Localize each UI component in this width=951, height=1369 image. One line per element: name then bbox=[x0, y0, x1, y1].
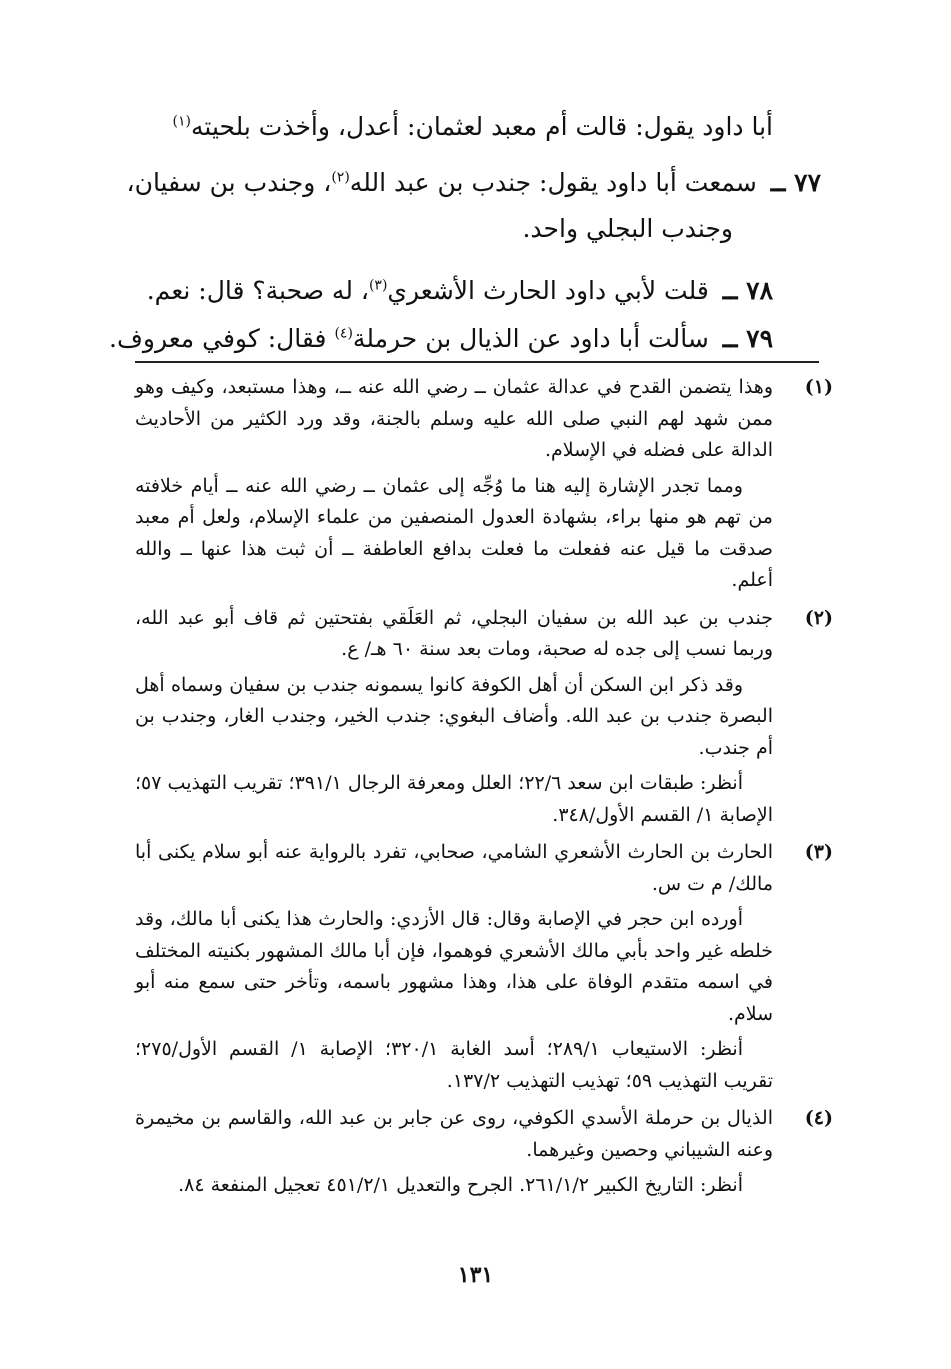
footnote-number: (٢) bbox=[804, 606, 833, 629]
footnote-paragraph: أنظر: الاستيعاب ٢٨٩/١؛ أسد الغابة ٣٢٠/١؛ الإصابة ١/ القسم الأول/٢٧٥؛ تقريب التهذيب ٥٩؛ تهذيب التهذيب ١٣٧/٢. bbox=[135, 1038, 773, 1092]
main-text bbox=[109, 104, 821, 362]
footnote-paragraph: أنظر: التاريخ الكبير ٢٦١/١/٢. الجرح والتعديل ٤٥١/٢/١ تعجيل المنفعة ٨٤. bbox=[178, 1174, 743, 1196]
footnote-divider bbox=[135, 361, 819, 363]
footnote-ref-3[interactable]: (٣) bbox=[368, 277, 388, 294]
footnote-number: (٤) bbox=[804, 1107, 833, 1129]
paragraph-78-text-a: قلت لأبي داود الحارث الأشعري bbox=[387, 276, 709, 305]
paragraph-77-text-b: ، وجندب بن سفيان، bbox=[126, 168, 332, 197]
paragraph-number-77: ٧٧ ــ bbox=[770, 168, 821, 197]
footnote-paragraph: أورده ابن حجر في الإصابة وقال: قال الأزدي: والحارث هذا يكنى أبا مالك، وقد خلطه غير واحد بأبي مالك الأشعري فوهموا، فإن أبا مالك المشهور بكنيته المختلف في اسمه متقدم الوفاة على هذا، وهذا مشهور باسمه، وتأخر حتى سمع منه أبو سلام. bbox=[135, 908, 773, 1025]
footnote-paragraph: جندب بن عبد الله بن سفيان البجلي، ثم العَلَقي بفتحتين ثم قاف أبو عبد الله، وربما نسب إلى جده له صحبة، ومات بعد سنة ٦٠ هـ/ ع. bbox=[135, 606, 773, 660]
paragraph-77-text-a: سمعت أبا داود يقول: جندب بن عبد الله bbox=[349, 168, 757, 197]
paragraph-number-78: ٧٨ ــ bbox=[722, 276, 773, 305]
paragraph-79 bbox=[109, 316, 821, 362]
paragraph-78 bbox=[121, 268, 821, 314]
footnote-ref-2[interactable]: (٢) bbox=[331, 169, 350, 186]
paragraph-77-line-1 bbox=[121, 160, 821, 206]
main-line-1 bbox=[121, 104, 821, 150]
main-line-1-text: أبا داود يقول: قالت أم معبد لعثمان: أعدل، وأخذت بلحيته bbox=[191, 112, 773, 141]
footnote-number: (١) bbox=[804, 376, 833, 398]
footnote-paragraph: وهذا يتضمن القدح في عدالة عثمان ــ رضي الله عنه ــ، وهذا مستبعد، وكيف وهو ممن شهد لهم النبي صلى الله عليه وسلم بالجنة، وقد ورد الكثير من الأحاديث الدالة على فضله في الإسلام. bbox=[135, 376, 773, 461]
paragraph-77-continuation: وجندب البجلي واحد. bbox=[522, 214, 733, 243]
footnote-1 bbox=[135, 372, 833, 597]
footnote-number: (٣) bbox=[804, 841, 833, 863]
footnote-3 bbox=[135, 837, 833, 1097]
paragraph-79-text-b: فقال: كوفي معروف. bbox=[109, 324, 335, 353]
footnote-paragraph: الذيال بن حرملة الأسدي الكوفي، روى عن جابر بن عبد الله، والقاسم بن مخيمرة وعنه الشيباني وحصين وغيرهما. bbox=[135, 1107, 773, 1161]
page-number: ١٣١ bbox=[457, 1262, 494, 1288]
footnote-paragraph: أنظر: طبقات ابن سعد ٢٢/٦؛ العلل ومعرفة الرجال ٣٩١/١؛ تقريب التهذيب ٥٧؛ الإصابة ١/ القسم الأول/٣٤٨. bbox=[135, 772, 773, 826]
footnote-ref-1[interactable]: (١) bbox=[172, 113, 191, 130]
paragraph-78-text-b: ، له صحبة؟ قال: نعم. bbox=[146, 276, 369, 305]
paragraph-77 bbox=[121, 160, 821, 252]
paragraph-number-79: ٧٩ ــ bbox=[722, 324, 773, 353]
footnotes bbox=[135, 372, 833, 1208]
footnote-paragraph: وقد ذكر ابن السكن أن أهل الكوفة كانوا يسمونه جندب بن سفيان وسماه أهل البصرة جندب بن عبد الله. وأضاف البغوي: جندب الخير، وجندب الغار، وجندب بن أم جندب. bbox=[135, 673, 773, 759]
footnote-4 bbox=[135, 1103, 833, 1202]
footnote-ref-4[interactable]: (٤) bbox=[334, 325, 353, 342]
paragraph-79-text-a: سألت أبا داود عن الذيال بن حرملة bbox=[352, 324, 709, 353]
footnote-paragraph: الحارث بن الحارث الأشعري الشامي، صحابي، تفرد بالرواية عنه أبو سلام يكنى أبا مالك/ م ت س. bbox=[135, 841, 773, 895]
footnote-paragraph: ومما تجدر الإشارة إليه هنا ما وُجِّه إلى عثمان ــ رضي الله عنه ــ أيام خلافته من تهم هو منها براء، بشهادة العدول المنصفين من علماء الإسلام، ولعل أم معبد صدقت ما قيل عنه ففعلت ما فعلت بدافع العاطفة ــ أن ثبت هذا عنها ــ والله أعلم. bbox=[135, 474, 773, 591]
footnote-2 bbox=[135, 603, 833, 832]
